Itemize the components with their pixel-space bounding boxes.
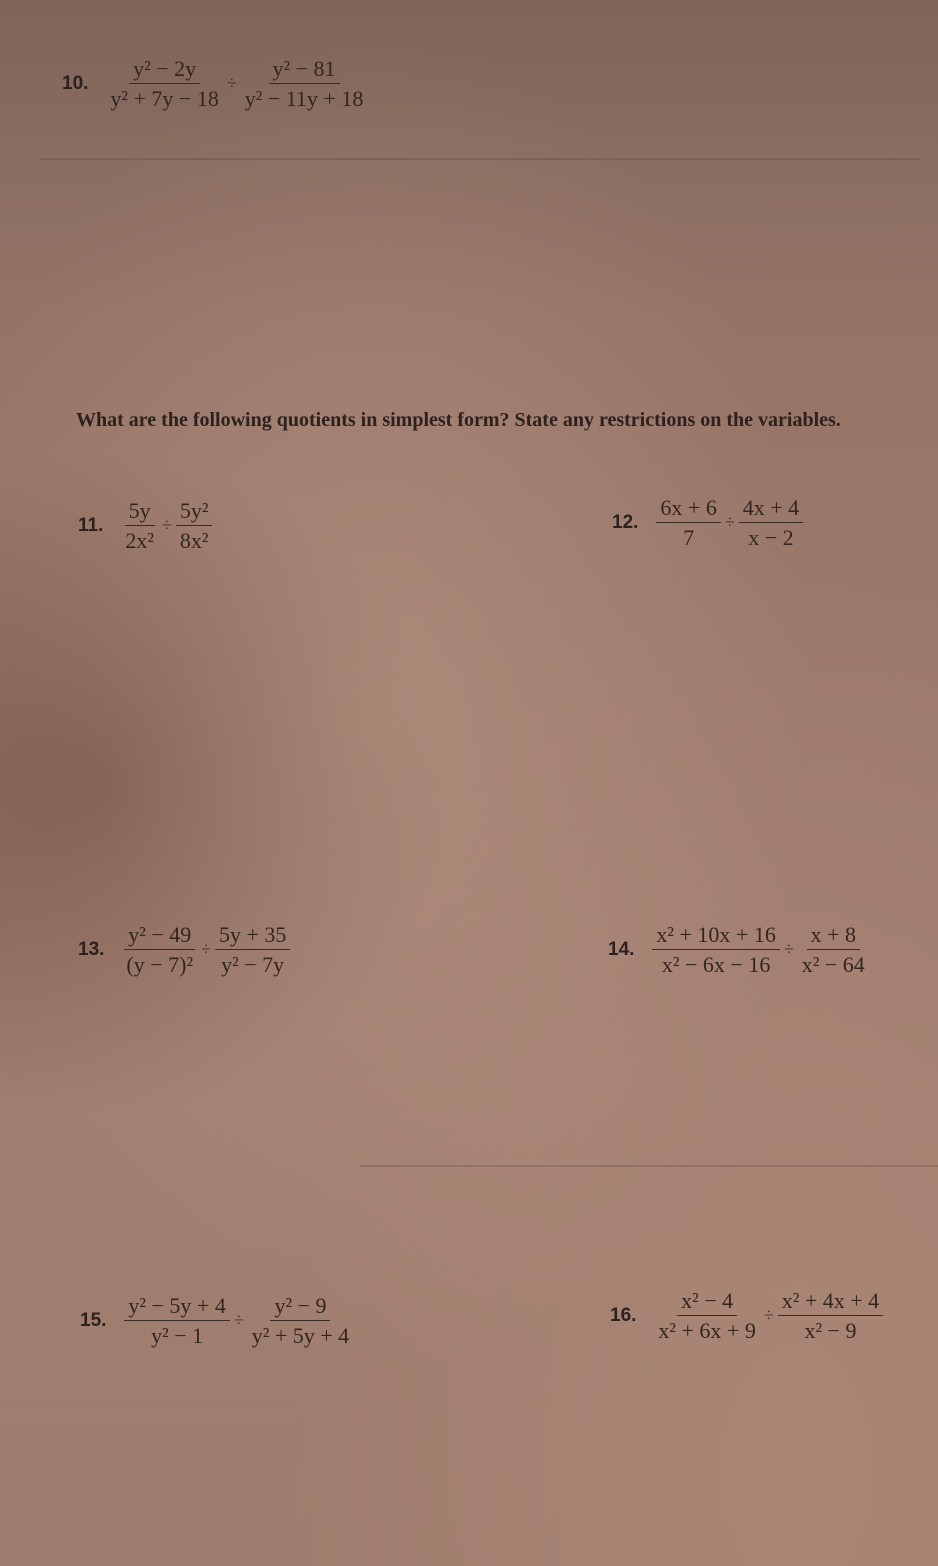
instructions-text: What are the following quotients in simplest form? State any restrictions on the variables. [76, 409, 841, 431]
numerator: y² − 2y [129, 56, 200, 84]
problem-14 [608, 922, 869, 978]
problem-number: 14. [608, 938, 635, 960]
numerator: y² − 5y + 4 [124, 1293, 229, 1321]
page-fold-line [40, 158, 920, 160]
numerator: x² − 4 [677, 1288, 737, 1316]
fraction-right [798, 922, 869, 978]
problem-number: 12. [612, 511, 639, 533]
denominator: x − 2 [748, 525, 794, 551]
division-operator: ÷ [763, 1305, 774, 1326]
numerator: 4x + 4 [739, 495, 803, 523]
numerator: y² − 9 [270, 1293, 330, 1321]
denominator: x² − 64 [801, 952, 865, 978]
problem-number: 10. [62, 72, 89, 94]
problem-10 [62, 56, 367, 112]
fraction-left [124, 1293, 229, 1349]
division-operator: ÷ [233, 1310, 244, 1331]
problem-number: 11. [78, 514, 104, 536]
denominator: y² − 1 [151, 1323, 204, 1349]
numerator: x + 8 [807, 922, 860, 950]
numerator: x² + 10x + 16 [652, 922, 779, 950]
fraction-right [778, 1288, 883, 1344]
denominator: x² + 6x + 9 [658, 1318, 756, 1344]
numerator: 5y² [176, 498, 213, 526]
fraction-left [122, 922, 197, 978]
fraction-right [739, 495, 803, 551]
problem-15 [80, 1293, 353, 1349]
division-operator: ÷ [226, 73, 237, 94]
problem-number: 13. [78, 938, 105, 960]
fraction-right [215, 922, 290, 978]
fraction-left [652, 922, 779, 978]
fraction-left [654, 1288, 759, 1344]
fraction-right [176, 498, 213, 554]
problem-number: 16. [610, 1304, 637, 1326]
denominator: y² − 11y + 18 [244, 86, 364, 112]
denominator: y² + 7y − 18 [110, 86, 219, 112]
problem-13 [78, 922, 290, 978]
denominator: x² − 6x − 16 [661, 952, 771, 978]
problem-number: 15. [80, 1309, 107, 1331]
denominator: 2x² [125, 528, 154, 554]
page-fold-line [360, 1165, 938, 1167]
problem-16 [610, 1288, 883, 1344]
numerator: x² + 4x + 4 [778, 1288, 883, 1316]
division-operator: ÷ [783, 939, 794, 960]
denominator: y² − 7y [221, 952, 285, 978]
division-operator: ÷ [724, 512, 735, 533]
fraction-right [248, 1293, 353, 1349]
denominator: y² + 5y + 4 [251, 1323, 350, 1349]
division-operator: ÷ [201, 939, 211, 960]
problem-11 [78, 498, 212, 554]
numerator: 5y + 35 [215, 922, 290, 950]
problem-12 [612, 495, 803, 551]
numerator: y² − 49 [124, 922, 195, 950]
fraction-right [241, 56, 368, 112]
denominator: 7 [683, 525, 695, 551]
denominator: x² − 9 [804, 1318, 857, 1344]
division-operator: ÷ [161, 515, 172, 536]
numerator: 6x + 6 [656, 495, 720, 523]
fraction-left [121, 498, 158, 554]
denominator: (y − 7)² [126, 952, 194, 978]
denominator: 8x² [179, 528, 209, 554]
fraction-left [106, 56, 222, 112]
numerator: y² − 81 [269, 56, 340, 84]
numerator: 5y [125, 498, 155, 526]
fraction-left [656, 495, 720, 551]
